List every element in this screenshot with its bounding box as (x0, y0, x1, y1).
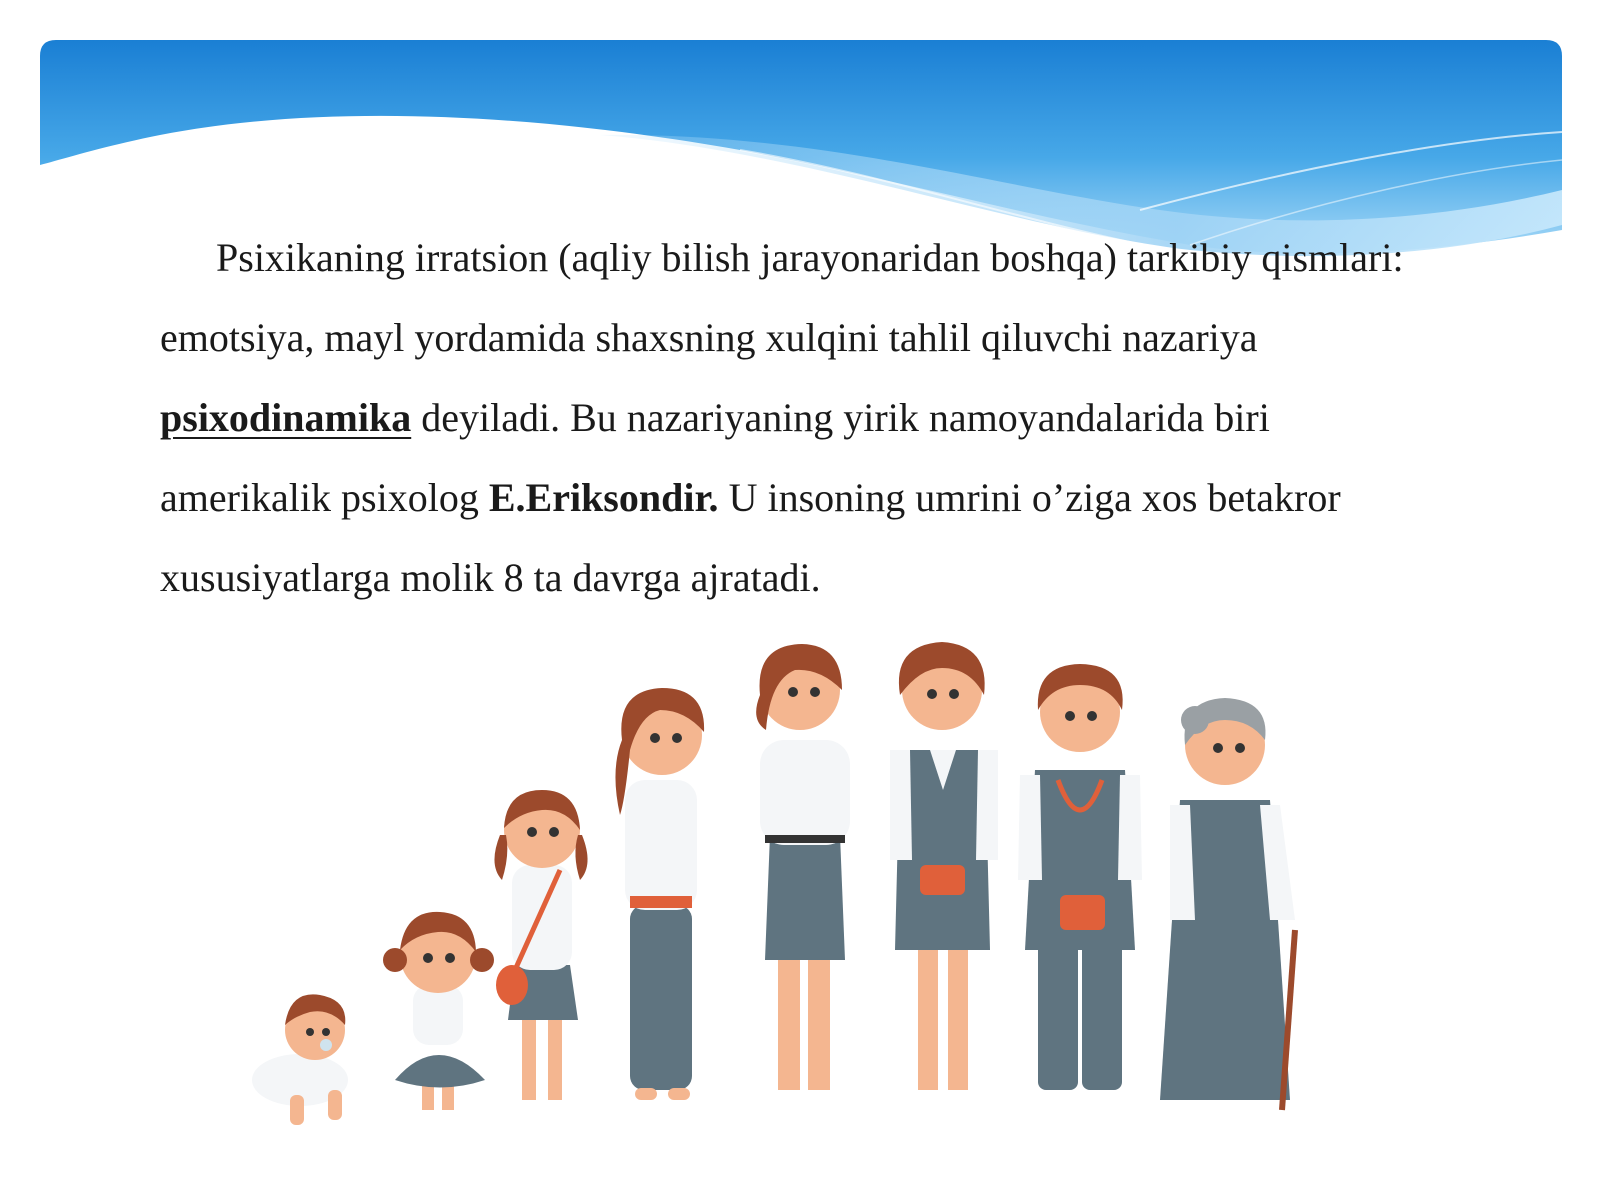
text-part-3: U insoning umrini o’ziga xos betakror xususiyatlarga molik 8 ta davrga ajratadi. (160, 475, 1341, 600)
stage-toddler (383, 912, 494, 1110)
stage-girl (494, 790, 587, 1100)
stage-baby (252, 994, 348, 1125)
stage-adult-woman (890, 642, 998, 1090)
text-part-1: Psixikaning irratsion (aqliy bilish jarayonaridan boshqa) tarkibiy qismlari: emotsiya, mayl yordamida shaxsning xulqini tahlil qiluvchi nazariya (160, 235, 1404, 360)
stage-teen (615, 688, 704, 1100)
stage-elderly-woman (1160, 698, 1295, 1110)
term-psixodinamika: psixodinamika (160, 395, 412, 440)
stage-young-woman (756, 644, 850, 1090)
name-erikson: E.Eriksondir. (488, 475, 719, 520)
stage-middle-aged-woman (1018, 664, 1142, 1090)
text-part-2: deyiladi. Bu nazariyaning yirik namoyandalarida biri amerikalik psixolog (160, 395, 1270, 520)
body-paragraph (160, 218, 1430, 618)
life-stages-illustration (230, 640, 1380, 1160)
